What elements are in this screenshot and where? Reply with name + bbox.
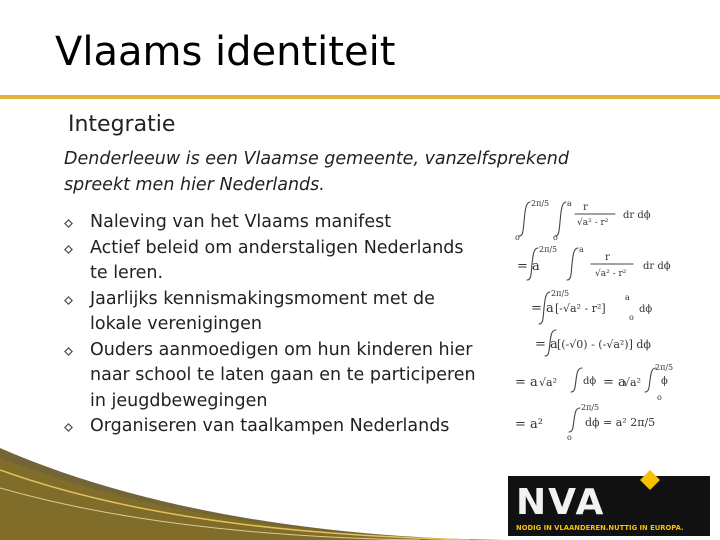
bullet-text: Naleving van het Vlaams manifest (90, 212, 392, 232)
bullet-text: Jaarlijks kennismakingsmoment met de lokale verenigingen (90, 288, 435, 334)
svg-text:√a²: √a² (623, 376, 641, 389)
svg-text:= a: = a (515, 375, 538, 390)
svg-text:dϕ: dϕ (639, 304, 653, 315)
bullet-diamond-icon (64, 423, 73, 432)
svg-text:[-√a² - r²]: [-√a² - r²] (555, 302, 606, 315)
svg-text:2π/5: 2π/5 (581, 403, 600, 412)
intro-text (64, 146, 664, 198)
svg-text:√a² - r²: √a² - r² (595, 269, 627, 279)
bullet-list (64, 210, 484, 440)
intro-line-1: Denderleeuw is een Vlaamse gemeente, vanzelfsprekend (64, 149, 570, 169)
bullet-diamond-icon (64, 219, 73, 228)
svg-text:o: o (553, 233, 558, 242)
handwritten-integral-image (505, 192, 710, 442)
svg-text:o: o (629, 313, 634, 322)
corner-swoosh-decoration (0, 448, 520, 540)
bullet-diamond-icon (64, 296, 73, 305)
svg-text:r: r (583, 202, 588, 213)
svg-text:2π/5: 2π/5 (655, 363, 674, 372)
svg-text:2π/5: 2π/5 (531, 199, 550, 208)
svg-text:o: o (515, 233, 520, 242)
svg-text:o: o (657, 393, 662, 402)
svg-text:= a: = a (517, 259, 540, 274)
svg-text:= a: = a (531, 301, 554, 316)
intro-line-2: spreekt men hier Nederlands. (64, 175, 325, 195)
svg-text:√a²: √a² (539, 376, 557, 389)
bullet-text: Organiseren van taalkampen Nederlands (90, 416, 450, 436)
svg-text:2π/5: 2π/5 (551, 289, 570, 298)
bullet-item (64, 338, 484, 415)
bullet-item (64, 414, 484, 440)
svg-text:dϕ = a² 2π/5: dϕ = a² 2π/5 (585, 416, 656, 429)
svg-text:dr dϕ: dr dϕ (623, 210, 651, 221)
svg-text:a: a (579, 245, 584, 254)
nva-logo (508, 470, 710, 536)
slide-subtitle: Integratie (68, 112, 176, 137)
bullet-diamond-icon (64, 245, 73, 254)
bullet-text: Actief beleid om anderstaligen Nederlands te leren. (90, 237, 464, 283)
svg-text:a: a (625, 293, 630, 302)
svg-text:r: r (605, 252, 610, 263)
bullet-diamond-icon (64, 347, 73, 356)
slide-title: Vlaams identiteit (55, 29, 396, 75)
title-divider (0, 95, 720, 99)
bullet-item (64, 287, 484, 338)
svg-text:[(-√0) - (-√a²)] dϕ: [(-√0) - (-√a²)] dϕ (557, 338, 651, 351)
bullet-item (64, 236, 484, 287)
svg-text:= a: = a (535, 337, 558, 352)
svg-text:2π/5: 2π/5 (539, 245, 558, 254)
svg-text:NVA: NVA (516, 482, 606, 523)
svg-text:√a² - r²: √a² - r² (577, 218, 609, 228)
svg-text:dr dϕ: dr dϕ (643, 261, 671, 272)
svg-text:= a: = a (603, 375, 626, 390)
svg-text:ϕ: ϕ (661, 376, 668, 387)
svg-text:NODIG IN VLAANDEREN.NUTTIG IN: NODIG IN VLAANDEREN.NUTTIG IN EUROPA. (516, 524, 684, 532)
bullet-text: Ouders aanmoedigen om hun kinderen hier naar school te laten gaan en te participeren in jeugdbewegingen (90, 339, 476, 411)
svg-text:dϕ: dϕ (583, 376, 597, 387)
svg-text:a: a (567, 199, 572, 208)
bullet-item (64, 210, 484, 236)
svg-text:= a²: = a² (515, 417, 543, 432)
svg-text:o: o (567, 433, 572, 442)
